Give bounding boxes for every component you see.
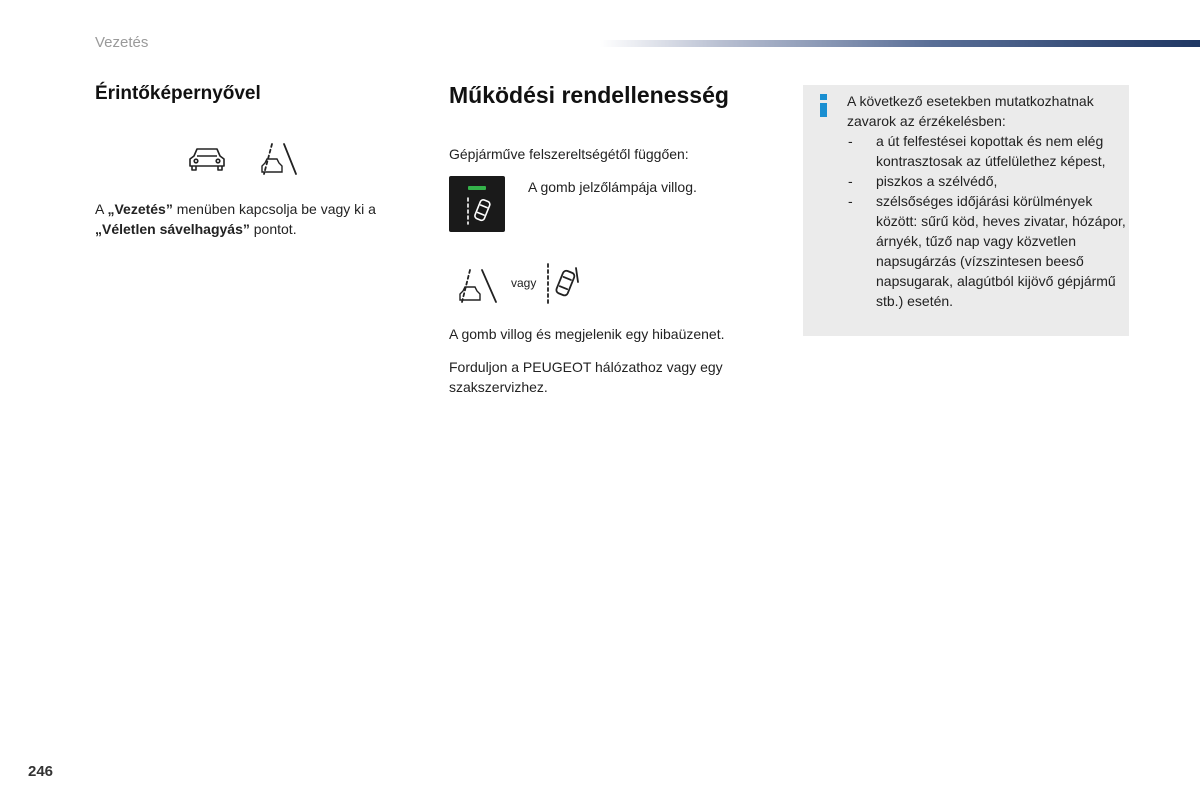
- info-box: [803, 85, 1129, 336]
- header-bar: [600, 40, 1200, 47]
- info-intro: A következő esetekben mutatkozhatnak zavarok az érzékelésben:: [847, 93, 1094, 129]
- info-icon: [817, 94, 829, 122]
- lane-keep-car-icon: [544, 262, 584, 308]
- touchscreen-title: Érintőképernyővel: [95, 83, 261, 104]
- touchscreen-text: A „Vezetés” menüben kapcsolja be vagy ki a „Véletlen sávelhagyás” pontot.: [95, 201, 376, 237]
- malfunction-title: Működési rendellenesség: [449, 82, 729, 108]
- or-label: vagy: [511, 276, 537, 290]
- lane-keep-car-icon: [463, 196, 493, 228]
- page-number: 246: [28, 763, 54, 780]
- lane-departure-icon: [258, 142, 304, 178]
- info-list: [847, 131, 1127, 311]
- equipment-intro: Gépjárműve felszereltségétől függően:: [449, 146, 689, 162]
- indicator-led-icon: [468, 186, 486, 190]
- button-led-text: A gomb jelzőlámpája villog.: [528, 179, 697, 195]
- contact-text: Forduljon a PEUGEOT hálózathoz vagy egy szakszervizhez.: [449, 359, 723, 395]
- list-item: - szélsőséges időjárási körülmények között: sűrű köd, heves zivatar, hózápor, árnyék, tűző nap vagy közvetlen napsugárzás (vízszintesen beeső napsugarak, alagútból kijövő gépjármű stb.) esetén.: [848, 193, 1126, 309]
- list-item: - a út felfestései kopottak és nem elég kontrasztosak az útfelülethez képest,: [848, 133, 1106, 169]
- section-label: Vezetés: [95, 34, 149, 51]
- fault-message-text: A gomb villog és megjelenik egy hibaüzenet.: [449, 326, 725, 342]
- lane-departure-icon: [456, 268, 502, 308]
- touchscreen-icons: [186, 142, 306, 178]
- lane-button-image: [449, 176, 505, 232]
- list-item: - piszkos a szélvédő,: [848, 173, 998, 189]
